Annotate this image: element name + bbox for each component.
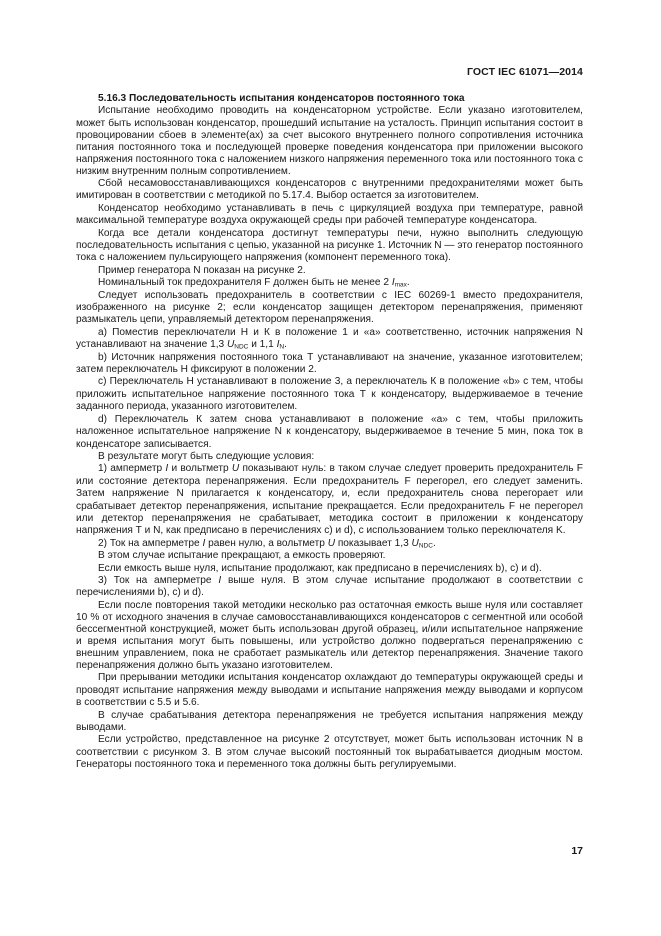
result-2: 2) Ток на амперметре I равен нулю, а вольтметр U показывает 1,3 $U_{NDC}$. bbox=[98, 537, 436, 550]
paragraph-repeat: Если после повторения такой методики несколько раз остаточная емкость выше нуля или составляет 10 % от исходного значения в случае самовосстанавливающихся конденсаторов с сегментной или особой бессегментной конструкцией, может быть использован другой образец, и/или испытательное напряжение и время испытания могут быть повышены, или устройство должно подвергаться перенапряжению с внешним управлением, пока не сработает размыкатель или детектор перенапряжения. Значение такого перенапряжения должно быть указано изготовителем. bbox=[76, 599, 583, 672]
paragraph-alternative-source: Если устройство, представленное на рисунке 2 отсутствует, может быть использован источник N в соответствии с рисунком 3. В этом случае высокий постоянный ток вырабатывается диодным мостом. Генераторы постоянного тока и переменного тока должны быть регулируемыми. bbox=[76, 734, 583, 771]
paragraph-oven: Конденсатор необходимо устанавливать в печь с циркуляцией воздуха при температуре, равной максимальной температуре воздуха окружающей среды при рабочей температуре конденсатора. bbox=[76, 202, 583, 227]
page-number: 17 bbox=[571, 845, 583, 857]
step-a: а) Поместив переключатели Н и К в положение 1 и «а» соответственно, источник напряжения N устанавливают на значение 1,3 $U_{NDC}$ и 1,1 $I_N$. bbox=[76, 326, 583, 351]
result-2-note-2: Если емкость выше нуля, испытание продолжают, как предписано в перечислениях b), с) и d). bbox=[98, 562, 542, 574]
step-c: с) Переключатель Н устанавливают в положение 3, а переключатель К в положение «b» с тем, чтобы приложить испытательное напряжение постоянного тока Т к конденсатору, выдерживаемое в течение заданного периода, указанного изготовителем. bbox=[76, 376, 583, 413]
document-header: ГОСТ IEC 61071—2014 bbox=[466, 66, 583, 78]
steps-list bbox=[76, 327, 583, 451]
step-d: d) Переключатель К затем снова устанавливают в положение «а» с тем, чтобы приложить наложенное испытательное напряжение N к конденсатору, выдерживаемое в течение 5 мин, пока ток в конденсаторе записывается. bbox=[76, 413, 583, 450]
results-list bbox=[76, 463, 583, 599]
section-title: 5.16.3 Последовательность испытания конденсаторов постоянного тока bbox=[98, 93, 465, 104]
paragraph-interruption: При прерывании методики испытания конденсатор охлаждают до температуры окружающей среды и проводят испытание напряжения между выводами и испытание напряжения между выводами и корпусом в соответствии с 5.5 и 5.6. bbox=[76, 672, 583, 709]
paragraph-fuse-simulation: Сбой несамовосстанавливающихся конденсаторов с внутренними предохранителями может быть имитирован в соответствии с методикой по 5.17.4. Выбор остается за изготовителем. bbox=[76, 177, 583, 202]
paragraph-detector: В случае срабатывания детектора перенапряжения не требуется испытания напряжения между выводами. bbox=[76, 709, 583, 733]
paragraph-generator-example: Пример генератора N показан на рисунке 2. bbox=[98, 264, 306, 276]
paragraph-fuse-current: Номинальный ток предохранителя F должен быть не менее 2 $I_{max}$. bbox=[98, 277, 410, 289]
result-2-note-1: В этом случае испытание прекращают, а емкость проверяют. bbox=[98, 550, 386, 562]
paragraph-fuse-standard: Следует использовать предохранитель в соответствии с IEC 60269-1 вместо предохранителя, изображенного на рисунке 2; если конденсатор защищен детектором перенапряжения, применяют размыкатель цепи, управляемый детектором перенапряжения. bbox=[76, 289, 583, 326]
result-1: 1) амперметр I и вольтметр U показывают нуль: в таком случае следует проверить предохранитель F или состояние детектора перенапряжения. Если предохранитель F перегорел, его следует заменить. Затем напряжение N прилагается к конденсатору, и, если предохранитель снова перегорает или срабатывает детектор перенапряжения, испытание прекращается. Если предохранитель F не перегорел или детектор перенапряжения не срабатывает, методика состоит в приложении к конденсатору напряжения Т и N, как предписано в перечислениях с) и d), с использованием только переключателя K. bbox=[76, 463, 583, 537]
result-3: 3) Ток на амперметре I выше нуля. В этом случае испытание продолжают в соответствии с перечислениями b), с) и d). bbox=[76, 574, 583, 599]
paragraph-results-intro: В результате могут быть следующие условия: bbox=[98, 450, 315, 462]
paragraph-intro: Испытание необходимо проводить на конденсаторном устройстве. Если указано изготовителем, может быть использован конденсатор, прошедший испытание на усталость. Принцип испытания состоит в провоцировании сбоев в элементе(ах) за счет высокого внутреннего полного сопротивления источника питания постоянного тока и последующей проверке поведения конденсатора при приложении высокого напряжения постоянного тока с наложением низкого напряжения переменного тока или постоянного тока с низким внутренним полным сопротивлением. bbox=[76, 105, 583, 177]
step-b: b) Источник напряжения постоянного тока Т устанавливают на значение, указанное изготовителем; затем переключатель Н фиксируют в положении 2. bbox=[76, 351, 583, 376]
page-content bbox=[76, 93, 583, 772]
paragraph-sequence: Когда все детали конденсатора достигнут температуры печи, нужно выполнить следующую последовательность испытания с цепью, указанной на рисунке 1. Источник N — это генератор постоянного тока с наложением пульсирующего напряжения (компонент переменного тока). bbox=[76, 227, 583, 264]
